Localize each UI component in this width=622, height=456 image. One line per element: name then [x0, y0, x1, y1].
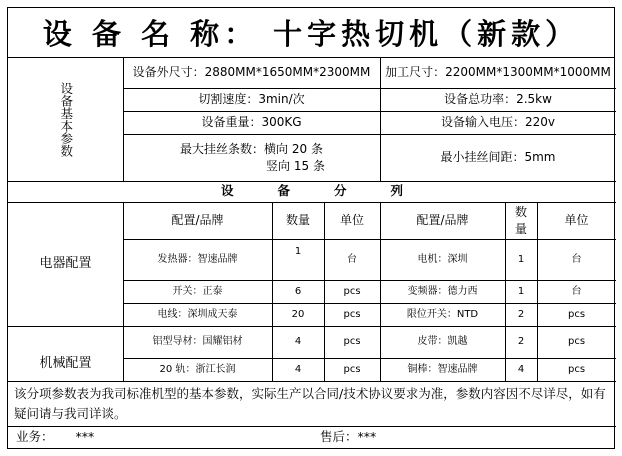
list-header-char: 列 — [390, 183, 404, 199]
table-row-cell: 20 — [291, 308, 305, 320]
min-wire-gap: 最小挂丝间距：5mm — [440, 150, 556, 165]
table-row-cell: pcs — [343, 308, 361, 320]
header-brand-left: 配置/品牌 — [171, 213, 224, 228]
mechanical-config-label: 机械配置 — [39, 356, 92, 372]
table-row-cell: 台 — [347, 253, 357, 265]
page-title: 设 备 名 称： 十字热切机（新款） — [8, 8, 614, 58]
electrical-config-label: 电器配置 — [39, 256, 92, 272]
table-row-cell: 发热器：智速品牌 — [157, 253, 238, 265]
equipment-weight: 设备重量：300KG — [201, 115, 302, 130]
list-header-char: 设 — [220, 183, 234, 199]
table-row-cell: 6 — [294, 285, 302, 297]
header-qty-left: 数量 — [285, 213, 310, 228]
service-value: *** — [357, 428, 377, 444]
basic-params-label: 设备基本参数 — [58, 81, 74, 157]
equipment-list-header — [8, 181, 616, 202]
table-row-cell: 电机：深圳 — [417, 253, 468, 265]
table-row-cell: 1 — [294, 246, 302, 257]
table-row-cell: 变频器：德力西 — [407, 285, 478, 297]
input-voltage: 设备输入电压：220v — [440, 115, 555, 130]
spec-sheet — [7, 7, 615, 449]
table-row-cell: pcs — [567, 308, 586, 320]
table-row-cell: 铝型导材：国耀铝材 — [152, 336, 243, 348]
table-row-cell: 皮带：凯越 — [417, 336, 468, 348]
list-header-char: 分 — [334, 183, 347, 199]
table-row-cell: 4 — [517, 363, 525, 375]
sales-contact — [8, 426, 312, 448]
list-header-char: 备 — [277, 183, 290, 199]
table-row-cell: 电线：深圳成天泰 — [157, 308, 238, 320]
header-brand-right: 配置/品牌 — [416, 213, 469, 228]
table-row-cell: 台 — [571, 285, 582, 297]
table-row-cell: 1 — [517, 285, 525, 297]
max-wire-horizontal: 横向 20 条 — [264, 142, 323, 157]
table-row-cell: 2 — [517, 336, 525, 348]
table-row-cell: 2 — [517, 308, 525, 320]
table-row-cell: pcs — [343, 336, 361, 348]
sales-label: 业务： — [16, 428, 54, 444]
table-row-cell: 20 轨：浙江长润 — [159, 363, 236, 375]
max-wire-count — [123, 134, 380, 181]
disclaimer-note: 该分项参数表为我司标准机型的基本参数，实际生产以合同/技术协议要求为准，参数内容因不尽详尽，如有疑问请与我司详谈。 — [14, 386, 606, 421]
header-qty-right: 数 量 — [514, 205, 527, 236]
service-label: 售后： — [320, 428, 358, 444]
table-row-cell: 4 — [294, 336, 302, 348]
max-wire-vertical: 竖向 15 条 — [266, 158, 325, 173]
processing-dimensions: 加工尺寸：2200MM*1300MM*1000MM — [385, 65, 611, 80]
after-sales-contact — [312, 426, 616, 448]
table-row-cell: 开关：正泰 — [172, 285, 223, 297]
table-row-cell: 铜棒：智速品牌 — [407, 363, 478, 375]
header-unit-right: 单位 — [564, 213, 589, 228]
table-row-cell: 台 — [571, 253, 582, 265]
table-row-cell: pcs — [343, 363, 361, 375]
total-power: 设备总功率：2.5kw — [444, 92, 552, 107]
table-row-cell: 1 — [517, 253, 525, 265]
header-unit-left: 单位 — [339, 213, 364, 228]
table-row-cell: pcs — [343, 285, 361, 297]
table-row-cell: pcs — [567, 336, 586, 348]
cutting-speed: 切割速度：3min/次 — [198, 92, 305, 107]
sales-value: *** — [75, 428, 95, 444]
table-row-cell: pcs — [567, 363, 586, 375]
outer-dimensions: 设备外尺寸：2880MM*1650MM*2300MM — [132, 65, 371, 80]
table-row-cell: 限位开关：NTD — [406, 308, 479, 320]
max-wire-label: 最大挂丝条数： — [180, 142, 265, 157]
table-row-cell: 4 — [294, 363, 302, 375]
